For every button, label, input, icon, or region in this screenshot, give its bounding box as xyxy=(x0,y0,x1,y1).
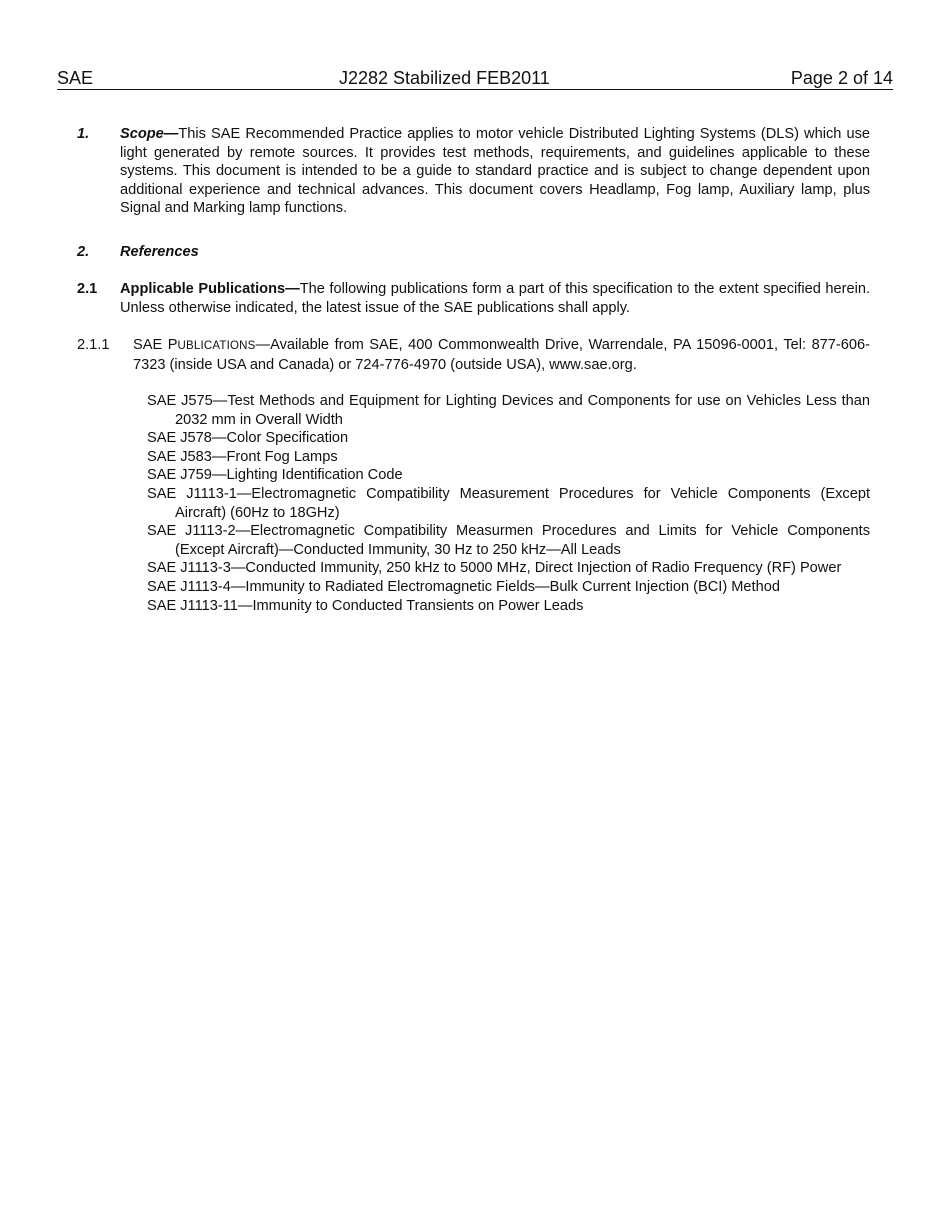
section-number: 2.1.1 xyxy=(77,337,110,353)
reference-item: SAE J1113-1—Electromagnetic Compatibility Measurement Procedures for Vehicle Components (Except Aircraft) (60Hz to 18GHz) xyxy=(147,485,870,521)
reference-item: SAE J583—Front Fog Lamps xyxy=(147,448,338,465)
section-text: This SAE Recommended Practice applies to motor vehicle Distributed Lighting Systems (DLS) which use light generated by remote sources. It provides test methods, requirements, and guidelines applicable to these systems. This document is intended to be a guide to standard practice and is subject to change dependent upon additional experience and technical advances. This document covers Headlamp, Fog lamp, Auxiliary lamp, plus Signal and Marking lamp functions. xyxy=(120,126,870,217)
header-doc-id: J2282 Stabilized FEB2011 xyxy=(339,68,550,88)
page-header xyxy=(57,67,893,90)
reference-item: SAE J1113-11—Immunity to Conducted Transients on Power Leads xyxy=(147,597,584,614)
section-number: 2. xyxy=(77,244,90,260)
reference-item: SAE J1113-3—Conducted Immunity, 250 kHz to 5000 MHz, Direct Injection of Radio Frequency (RF) Power xyxy=(147,560,842,577)
section-text: —Available from SAE, 400 Commonwealth Drive, Warrendale, PA 15096-0001, Tel: 877-606-7323 (inside USA and Canada) or 724-776-4970 (outside USA), www.sae.org. xyxy=(133,337,870,373)
section-title-lead: SAE P xyxy=(133,337,178,353)
reference-item: SAE J1113-4—Immunity to Radiated Electromagnetic Fields—Bulk Current Injection (BCI) Method xyxy=(147,578,780,595)
reference-item: SAE J1113-2—Electromagnetic Compatibility Measurmen Procedures and Limits for Vehicle Components (Except Aircraft)—Conducted Immunity, 30 Hz to 250 kHz—All Leads xyxy=(147,523,870,558)
section-body xyxy=(120,125,870,218)
section-sae-publications xyxy=(77,336,870,374)
section-number: 2.1 xyxy=(77,281,98,297)
section-body xyxy=(120,280,870,317)
section-body xyxy=(120,243,870,262)
reference-list xyxy=(147,392,870,615)
section-text: The following publications form a part of this specification to the extent specified herein. Unless otherwise indicated, the latest issue of the SAE publications shall apply. xyxy=(120,281,870,316)
reference-item: SAE J575—Test Methods and Equipment for Lighting Devices and Components for use on Vehicles Less than 2032 mm in Overall Width xyxy=(147,393,870,428)
header-org: SAE xyxy=(57,68,94,88)
section-applicable-publications xyxy=(77,280,870,317)
section-scope xyxy=(77,125,870,218)
section-references xyxy=(77,243,870,262)
section-title: Scope— xyxy=(120,126,179,142)
section-title-smallcaps: UBLICATIONS xyxy=(177,340,256,352)
reference-item: SAE J578—Color Specification xyxy=(147,430,349,447)
section-title: Applicable Publications— xyxy=(120,281,300,297)
section-number: 1. xyxy=(77,126,90,142)
reference-item: SAE J759—Lighting Identification Code xyxy=(147,467,403,484)
section-title: References xyxy=(120,244,199,260)
header-page-number: Page 2 of 14 xyxy=(790,68,893,88)
section-body xyxy=(133,336,870,374)
